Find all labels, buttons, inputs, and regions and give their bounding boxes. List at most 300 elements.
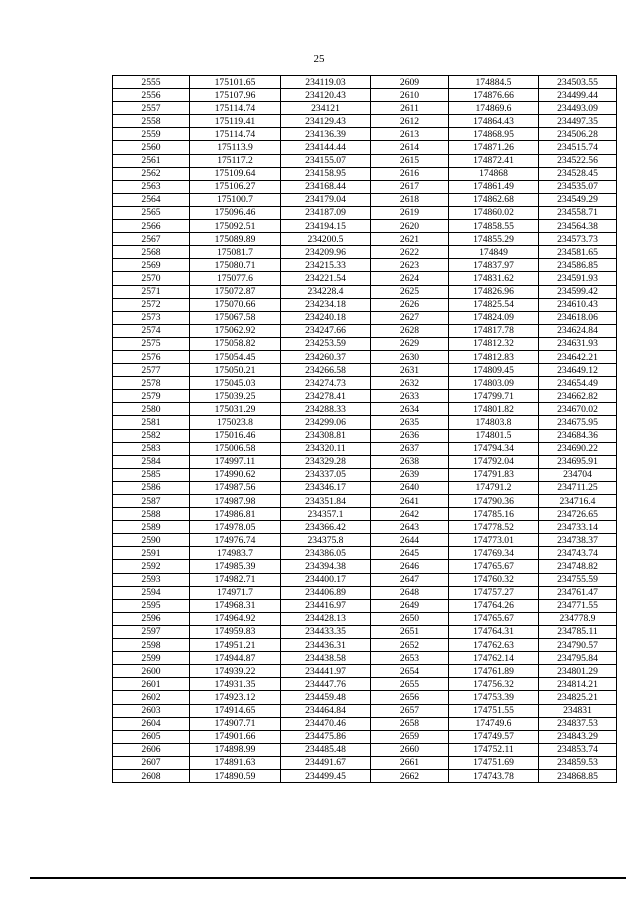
point-number-cell: 2562 [113, 167, 190, 180]
x-coordinate-cell: 174876.66 [449, 89, 539, 102]
table-row [113, 665, 617, 678]
y-coordinate-cell: 234859.53 [539, 756, 617, 769]
point-number-cell: 2590 [113, 534, 190, 547]
point-number-cell: 2647 [371, 573, 449, 586]
y-coordinate-cell: 234831 [539, 704, 617, 717]
point-number-cell: 2646 [371, 560, 449, 573]
x-coordinate-cell: 174773.01 [449, 534, 539, 547]
table-row [113, 769, 617, 782]
y-coordinate-cell: 234748.82 [539, 560, 617, 573]
point-number-cell: 2636 [371, 429, 449, 442]
point-number-cell: 2649 [371, 599, 449, 612]
y-coordinate-cell: 234618.06 [539, 311, 617, 324]
y-coordinate-cell: 234144.44 [281, 141, 371, 154]
x-coordinate-cell: 174764.26 [449, 599, 539, 612]
y-coordinate-cell: 234253.59 [281, 337, 371, 350]
point-number-cell: 2652 [371, 639, 449, 652]
x-coordinate-cell: 174791.2 [449, 481, 539, 494]
point-number-cell: 2641 [371, 495, 449, 508]
point-number-cell: 2612 [371, 115, 449, 128]
y-coordinate-cell: 234761.47 [539, 586, 617, 599]
table-row [113, 495, 617, 508]
x-coordinate-cell: 175106.27 [190, 180, 281, 193]
x-coordinate-cell: 174765.67 [449, 560, 539, 573]
y-coordinate-cell: 234771.55 [539, 599, 617, 612]
x-coordinate-cell: 174837.97 [449, 259, 539, 272]
x-coordinate-cell: 175089.89 [190, 233, 281, 246]
x-coordinate-cell: 174990.62 [190, 468, 281, 481]
y-coordinate-cell: 234221.54 [281, 272, 371, 285]
x-coordinate-cell: 174751.55 [449, 704, 539, 717]
point-number-cell: 2632 [371, 377, 449, 390]
y-coordinate-cell: 234491.67 [281, 756, 371, 769]
y-coordinate-cell: 234716.4 [539, 495, 617, 508]
point-number-cell: 2605 [113, 730, 190, 743]
x-coordinate-cell: 175100.7 [190, 193, 281, 206]
point-number-cell: 2621 [371, 233, 449, 246]
point-number-cell: 2637 [371, 442, 449, 455]
table-row [113, 193, 617, 206]
x-coordinate-cell: 175058.82 [190, 337, 281, 350]
table-row [113, 455, 617, 468]
point-number-cell: 2591 [113, 547, 190, 560]
y-coordinate-cell: 234843.29 [539, 730, 617, 743]
point-number-cell: 2581 [113, 416, 190, 429]
y-coordinate-cell: 234129.43 [281, 115, 371, 128]
y-coordinate-cell: 234247.66 [281, 324, 371, 337]
y-coordinate-cell: 234240.18 [281, 311, 371, 324]
y-coordinate-cell: 234649.12 [539, 364, 617, 377]
x-coordinate-cell: 174976.74 [190, 534, 281, 547]
y-coordinate-cell: 234436.31 [281, 639, 371, 652]
y-coordinate-cell: 234795.84 [539, 652, 617, 665]
x-coordinate-cell: 174944.87 [190, 652, 281, 665]
point-number-cell: 2578 [113, 377, 190, 390]
point-number-cell: 2557 [113, 102, 190, 115]
y-coordinate-cell: 234485.48 [281, 743, 371, 756]
bottom-rule [30, 877, 626, 879]
table-row [113, 599, 617, 612]
coordinates-table-body [113, 76, 617, 783]
y-coordinate-cell: 234522.56 [539, 154, 617, 167]
table-row [113, 128, 617, 141]
y-coordinate-cell: 234428.13 [281, 612, 371, 625]
point-number-cell: 2642 [371, 508, 449, 521]
table-row [113, 743, 617, 756]
x-coordinate-cell: 174803.09 [449, 377, 539, 390]
y-coordinate-cell: 234394.38 [281, 560, 371, 573]
x-coordinate-cell: 174864.43 [449, 115, 539, 128]
x-coordinate-cell: 175117.2 [190, 154, 281, 167]
point-number-cell: 2620 [371, 220, 449, 233]
x-coordinate-cell: 174891.63 [190, 756, 281, 769]
y-coordinate-cell: 234733.14 [539, 521, 617, 534]
y-coordinate-cell: 234558.71 [539, 206, 617, 219]
x-coordinate-cell: 174817.78 [449, 324, 539, 337]
x-coordinate-cell: 174791.83 [449, 468, 539, 481]
x-coordinate-cell: 174907.71 [190, 717, 281, 730]
table-row [113, 350, 617, 363]
x-coordinate-cell: 174964.92 [190, 612, 281, 625]
point-number-cell: 2563 [113, 180, 190, 193]
table-row [113, 691, 617, 704]
x-coordinate-cell: 174868.95 [449, 128, 539, 141]
table-row [113, 115, 617, 128]
point-number-cell: 2598 [113, 639, 190, 652]
point-number-cell: 2583 [113, 442, 190, 455]
point-number-cell: 2559 [113, 128, 190, 141]
y-coordinate-cell: 234470.46 [281, 717, 371, 730]
y-coordinate-cell: 234406.89 [281, 586, 371, 599]
x-coordinate-cell: 174826.96 [449, 285, 539, 298]
y-coordinate-cell: 234351.84 [281, 495, 371, 508]
y-coordinate-cell: 234801.29 [539, 665, 617, 678]
x-coordinate-cell: 174785.16 [449, 508, 539, 521]
point-number-cell: 2582 [113, 429, 190, 442]
x-coordinate-cell: 174971.7 [190, 586, 281, 599]
x-coordinate-cell: 174860.02 [449, 206, 539, 219]
y-coordinate-cell: 234515.74 [539, 141, 617, 154]
point-number-cell: 2600 [113, 665, 190, 678]
table-row [113, 468, 617, 481]
table-row [113, 246, 617, 259]
y-coordinate-cell: 234662.82 [539, 390, 617, 403]
y-coordinate-cell: 234155.07 [281, 154, 371, 167]
y-coordinate-cell: 234503.55 [539, 76, 617, 89]
x-coordinate-cell: 175039.25 [190, 390, 281, 403]
x-coordinate-cell: 174831.62 [449, 272, 539, 285]
point-number-cell: 2614 [371, 141, 449, 154]
y-coordinate-cell: 234274.73 [281, 377, 371, 390]
x-coordinate-cell: 175081.7 [190, 246, 281, 259]
x-coordinate-cell: 174756.32 [449, 678, 539, 691]
y-coordinate-cell: 234400.17 [281, 573, 371, 586]
x-coordinate-cell: 174898.99 [190, 743, 281, 756]
point-number-cell: 2587 [113, 495, 190, 508]
point-number-cell: 2594 [113, 586, 190, 599]
x-coordinate-cell: 174901.66 [190, 730, 281, 743]
x-coordinate-cell: 175062.92 [190, 324, 281, 337]
x-coordinate-cell: 175077.6 [190, 272, 281, 285]
point-number-cell: 2595 [113, 599, 190, 612]
y-coordinate-cell: 234158.95 [281, 167, 371, 180]
y-coordinate-cell: 234591.93 [539, 272, 617, 285]
x-coordinate-cell: 174753.39 [449, 691, 539, 704]
point-number-cell: 2569 [113, 259, 190, 272]
y-coordinate-cell: 234528.45 [539, 167, 617, 180]
x-coordinate-cell: 174939.22 [190, 665, 281, 678]
y-coordinate-cell: 234814.21 [539, 678, 617, 691]
point-number-cell: 2601 [113, 678, 190, 691]
point-number-cell: 2657 [371, 704, 449, 717]
table-row [113, 416, 617, 429]
table-row [113, 547, 617, 560]
x-coordinate-cell: 174824.09 [449, 311, 539, 324]
x-coordinate-cell: 175113.9 [190, 141, 281, 154]
y-coordinate-cell: 234320.11 [281, 442, 371, 455]
point-number-cell: 2576 [113, 350, 190, 363]
table-row [113, 730, 617, 743]
point-number-cell: 2586 [113, 481, 190, 494]
y-coordinate-cell: 234675.95 [539, 416, 617, 429]
point-number-cell: 2659 [371, 730, 449, 743]
y-coordinate-cell: 234564.38 [539, 220, 617, 233]
y-coordinate-cell: 234573.73 [539, 233, 617, 246]
x-coordinate-cell: 174923.12 [190, 691, 281, 704]
x-coordinate-cell: 175092.51 [190, 220, 281, 233]
table-row [113, 364, 617, 377]
x-coordinate-cell: 174987.98 [190, 495, 281, 508]
x-coordinate-cell: 174968.31 [190, 599, 281, 612]
x-coordinate-cell: 174855.29 [449, 233, 539, 246]
y-coordinate-cell: 234441.97 [281, 665, 371, 678]
x-coordinate-cell: 174931.35 [190, 678, 281, 691]
x-coordinate-cell: 174986.81 [190, 508, 281, 521]
point-number-cell: 2575 [113, 337, 190, 350]
y-coordinate-cell: 234187.09 [281, 206, 371, 219]
table-row [113, 337, 617, 350]
point-number-cell: 2604 [113, 717, 190, 730]
x-coordinate-cell: 174982.71 [190, 573, 281, 586]
table-row [113, 220, 617, 233]
point-number-cell: 2658 [371, 717, 449, 730]
x-coordinate-cell: 175070.66 [190, 298, 281, 311]
y-coordinate-cell: 234711.25 [539, 481, 617, 494]
y-coordinate-cell: 234581.65 [539, 246, 617, 259]
x-coordinate-cell: 174769.34 [449, 547, 539, 560]
point-number-cell: 2573 [113, 311, 190, 324]
x-coordinate-cell: 174762.14 [449, 652, 539, 665]
x-coordinate-cell: 174799.71 [449, 390, 539, 403]
point-number-cell: 2555 [113, 76, 190, 89]
point-number-cell: 2593 [113, 573, 190, 586]
table-row [113, 233, 617, 246]
y-coordinate-cell: 234535.07 [539, 180, 617, 193]
y-coordinate-cell: 234506.28 [539, 128, 617, 141]
x-coordinate-cell: 175107.96 [190, 89, 281, 102]
y-coordinate-cell: 234670.02 [539, 403, 617, 416]
x-coordinate-cell: 174761.89 [449, 665, 539, 678]
table-row [113, 167, 617, 180]
point-number-cell: 2627 [371, 311, 449, 324]
y-coordinate-cell: 234346.17 [281, 481, 371, 494]
x-coordinate-cell: 174871.26 [449, 141, 539, 154]
point-number-cell: 2584 [113, 455, 190, 468]
point-number-cell: 2561 [113, 154, 190, 167]
point-number-cell: 2660 [371, 743, 449, 756]
x-coordinate-cell: 174757.27 [449, 586, 539, 599]
point-number-cell: 2596 [113, 612, 190, 625]
x-coordinate-cell: 174812.83 [449, 350, 539, 363]
table-row [113, 534, 617, 547]
table-row [113, 625, 617, 638]
table-row [113, 586, 617, 599]
point-number-cell: 2565 [113, 206, 190, 219]
y-coordinate-cell: 234837.53 [539, 717, 617, 730]
y-coordinate-cell: 234642.21 [539, 350, 617, 363]
x-coordinate-cell: 174849 [449, 246, 539, 259]
point-number-cell: 2631 [371, 364, 449, 377]
point-number-cell: 2635 [371, 416, 449, 429]
table-row [113, 756, 617, 769]
point-number-cell: 2610 [371, 89, 449, 102]
table-row [113, 76, 617, 89]
x-coordinate-cell: 174778.52 [449, 521, 539, 534]
table-row [113, 154, 617, 167]
point-number-cell: 2644 [371, 534, 449, 547]
table-row [113, 612, 617, 625]
y-coordinate-cell: 234266.58 [281, 364, 371, 377]
point-number-cell: 2645 [371, 547, 449, 560]
y-coordinate-cell: 234299.06 [281, 416, 371, 429]
point-number-cell: 2630 [371, 350, 449, 363]
y-coordinate-cell: 234288.33 [281, 403, 371, 416]
x-coordinate-cell: 174764.31 [449, 625, 539, 638]
point-number-cell: 2639 [371, 468, 449, 481]
y-coordinate-cell: 234329.28 [281, 455, 371, 468]
point-number-cell: 2650 [371, 612, 449, 625]
point-number-cell: 2617 [371, 180, 449, 193]
y-coordinate-cell: 234194.15 [281, 220, 371, 233]
y-coordinate-cell: 234499.44 [539, 89, 617, 102]
y-coordinate-cell: 234136.39 [281, 128, 371, 141]
point-number-cell: 2656 [371, 691, 449, 704]
y-coordinate-cell: 234704 [539, 468, 617, 481]
point-number-cell: 2571 [113, 285, 190, 298]
point-number-cell: 2634 [371, 403, 449, 416]
point-number-cell: 2592 [113, 560, 190, 573]
x-coordinate-cell: 174751.69 [449, 756, 539, 769]
table-row [113, 717, 617, 730]
point-number-cell: 2653 [371, 652, 449, 665]
table-row [113, 102, 617, 115]
table-row [113, 285, 617, 298]
x-coordinate-cell: 175080.71 [190, 259, 281, 272]
x-coordinate-cell: 174868 [449, 167, 539, 180]
x-coordinate-cell: 175101.65 [190, 76, 281, 89]
y-coordinate-cell: 234499.45 [281, 769, 371, 782]
y-coordinate-cell: 234690.22 [539, 442, 617, 455]
point-number-cell: 2643 [371, 521, 449, 534]
table-row [113, 481, 617, 494]
point-number-cell: 2654 [371, 665, 449, 678]
point-number-cell: 2629 [371, 337, 449, 350]
point-number-cell: 2662 [371, 769, 449, 782]
table-row [113, 508, 617, 521]
x-coordinate-cell: 175031.29 [190, 403, 281, 416]
page-number: 25 [313, 53, 325, 65]
x-coordinate-cell: 175067.58 [190, 311, 281, 324]
point-number-cell: 2628 [371, 324, 449, 337]
y-coordinate-cell: 234868.85 [539, 769, 617, 782]
y-coordinate-cell: 234438.58 [281, 652, 371, 665]
point-number-cell: 2567 [113, 233, 190, 246]
table-row [113, 298, 617, 311]
y-coordinate-cell: 234234.18 [281, 298, 371, 311]
y-coordinate-cell: 234497.35 [539, 115, 617, 128]
x-coordinate-cell: 175114.74 [190, 128, 281, 141]
table-row [113, 259, 617, 272]
table-row [113, 573, 617, 586]
point-number-cell: 2618 [371, 193, 449, 206]
table-row [113, 521, 617, 534]
point-number-cell: 2589 [113, 521, 190, 534]
x-coordinate-cell: 174997.11 [190, 455, 281, 468]
point-number-cell: 2564 [113, 193, 190, 206]
point-number-cell: 2572 [113, 298, 190, 311]
point-number-cell: 2603 [113, 704, 190, 717]
point-number-cell: 2599 [113, 652, 190, 665]
table-row [113, 180, 617, 193]
y-coordinate-cell: 234119.03 [281, 76, 371, 89]
y-coordinate-cell: 234215.33 [281, 259, 371, 272]
x-coordinate-cell: 174884.5 [449, 76, 539, 89]
y-coordinate-cell: 234785.11 [539, 625, 617, 638]
y-coordinate-cell: 234599.42 [539, 285, 617, 298]
point-number-cell: 2560 [113, 141, 190, 154]
point-number-cell: 2648 [371, 586, 449, 599]
x-coordinate-cell: 174978.05 [190, 521, 281, 534]
x-coordinate-cell: 174743.78 [449, 769, 539, 782]
y-coordinate-cell: 234464.84 [281, 704, 371, 717]
x-coordinate-cell: 174862.68 [449, 193, 539, 206]
y-coordinate-cell: 234684.36 [539, 429, 617, 442]
x-coordinate-cell: 175016.46 [190, 429, 281, 442]
x-coordinate-cell: 175006.58 [190, 442, 281, 455]
y-coordinate-cell: 234738.37 [539, 534, 617, 547]
table-row [113, 429, 617, 442]
y-coordinate-cell: 234726.65 [539, 508, 617, 521]
y-coordinate-cell: 234755.59 [539, 573, 617, 586]
x-coordinate-cell: 175045.03 [190, 377, 281, 390]
x-coordinate-cell: 174794.34 [449, 442, 539, 455]
point-number-cell: 2622 [371, 246, 449, 259]
point-number-cell: 2661 [371, 756, 449, 769]
x-coordinate-cell: 174869.6 [449, 102, 539, 115]
point-number-cell: 2609 [371, 76, 449, 89]
x-coordinate-cell: 174801.5 [449, 429, 539, 442]
x-coordinate-cell: 174872.41 [449, 154, 539, 167]
x-coordinate-cell: 175050.21 [190, 364, 281, 377]
point-number-cell: 2556 [113, 89, 190, 102]
point-number-cell: 2626 [371, 298, 449, 311]
point-number-cell: 2655 [371, 678, 449, 691]
y-coordinate-cell: 234493.09 [539, 102, 617, 115]
table-row [113, 141, 617, 154]
table-row [113, 560, 617, 573]
y-coordinate-cell: 234209.96 [281, 246, 371, 259]
x-coordinate-cell: 174752.11 [449, 743, 539, 756]
y-coordinate-cell: 234853.74 [539, 743, 617, 756]
x-coordinate-cell: 175119.41 [190, 115, 281, 128]
y-coordinate-cell: 234631.93 [539, 337, 617, 350]
table-row [113, 390, 617, 403]
y-coordinate-cell: 234654.49 [539, 377, 617, 390]
table-row [113, 442, 617, 455]
x-coordinate-cell: 174825.54 [449, 298, 539, 311]
y-coordinate-cell: 234168.44 [281, 180, 371, 193]
y-coordinate-cell: 234624.84 [539, 324, 617, 337]
table-row [113, 89, 617, 102]
table-row [113, 403, 617, 416]
point-number-cell: 2624 [371, 272, 449, 285]
point-number-cell: 2580 [113, 403, 190, 416]
x-coordinate-cell: 174803.8 [449, 416, 539, 429]
point-number-cell: 2588 [113, 508, 190, 521]
point-number-cell: 2606 [113, 743, 190, 756]
y-coordinate-cell: 234610.43 [539, 298, 617, 311]
point-number-cell: 2651 [371, 625, 449, 638]
